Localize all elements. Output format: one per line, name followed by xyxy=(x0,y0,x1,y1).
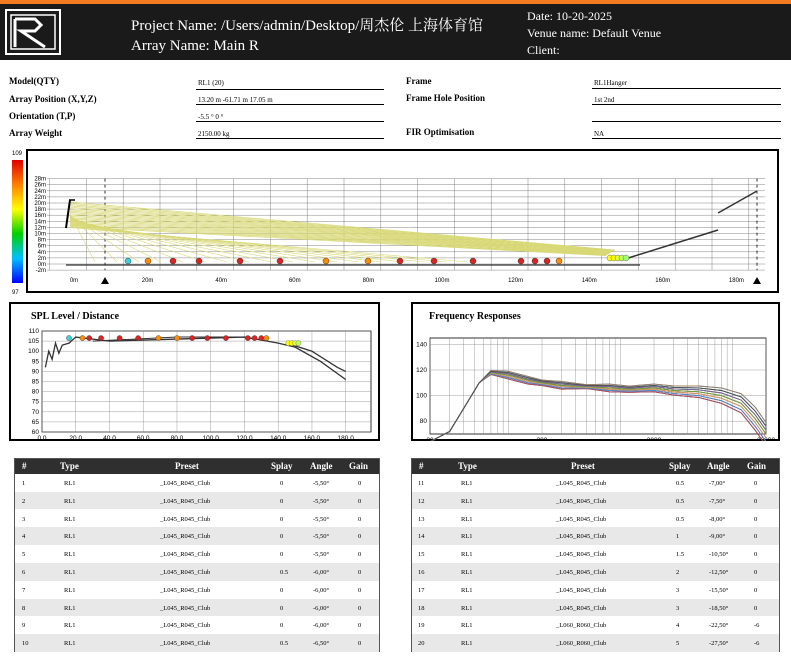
cell-angle: -9,00° xyxy=(709,533,726,541)
y-tick-label: 80 xyxy=(31,388,39,396)
table-row xyxy=(412,474,779,492)
freq-chart xyxy=(411,322,780,441)
cell-preset: _L045_R045_Club xyxy=(556,480,607,487)
x-tick-label: 80m xyxy=(362,278,375,284)
weight-label: Array Weight xyxy=(9,128,63,138)
x-tick-label: 100.0 xyxy=(202,435,219,441)
x-tick-label: 180.0 xyxy=(337,435,354,441)
x-tick-label: 0.0 xyxy=(37,435,47,441)
table-row xyxy=(15,616,379,634)
cell-type: RL1 xyxy=(64,586,76,594)
cell-type: RL1 xyxy=(461,533,473,541)
spl-listener-dot xyxy=(156,335,161,340)
spl-color-scale xyxy=(12,160,23,283)
y-tick-label: 95 xyxy=(31,358,39,366)
y-tick-label: 105 xyxy=(28,338,39,346)
cell-preset: _L045_R045_Club xyxy=(160,569,211,576)
cell-n: 1 xyxy=(22,480,26,487)
y-tick-label: -2m xyxy=(35,268,46,275)
model-underline xyxy=(196,89,384,90)
x-tick-label: 20000 xyxy=(756,437,776,441)
cell-angle: -5,50° xyxy=(313,497,330,505)
x-tick-label: 200 xyxy=(536,437,548,441)
cell-splay: 0 xyxy=(280,551,284,559)
col-type: Type xyxy=(458,461,477,471)
spl-listener-dot xyxy=(296,341,301,346)
listener-dot xyxy=(532,258,538,264)
spl-listener-dot xyxy=(190,335,195,340)
col-preset: Preset xyxy=(571,461,595,471)
cell-preset: _L045_R045_Club xyxy=(556,586,607,594)
spl-listener-dot xyxy=(174,335,179,340)
col-num: # xyxy=(22,461,27,471)
y-tick-label: 18m xyxy=(34,207,46,214)
cell-type: RL1 xyxy=(64,533,76,541)
cell-gain: 0 xyxy=(754,604,758,612)
cell-angle: -18,50° xyxy=(709,604,729,612)
model-value: RL1 (20) xyxy=(198,79,224,87)
x-tick-label: 80.0 xyxy=(170,435,184,441)
table-row xyxy=(412,616,779,634)
y-tick-label: 110 xyxy=(28,328,39,335)
spl-chart xyxy=(9,322,380,441)
cell-splay: 0.5 xyxy=(676,480,685,487)
listener-dot xyxy=(196,258,202,264)
spl-listener-dot xyxy=(117,335,122,340)
blank-underline xyxy=(592,121,781,122)
y-tick-label: 26m xyxy=(34,182,46,189)
x-tick-label: 40.0 xyxy=(103,435,116,441)
table-row xyxy=(412,510,779,528)
listener-dot xyxy=(125,258,131,264)
cabinet-table-left xyxy=(14,458,380,652)
weight-value: 2150.00 kg xyxy=(198,130,230,138)
y-tick-label: 140 xyxy=(416,341,427,349)
listener-dot xyxy=(323,258,329,264)
position-value: 13.20 m -61.71 m 17.05 m xyxy=(198,96,273,104)
table-row xyxy=(412,563,779,581)
table-row xyxy=(15,510,379,528)
x-tick-label: 20 xyxy=(426,437,434,441)
listener-dot xyxy=(623,255,629,261)
cell-splay: 0.5 xyxy=(676,515,685,523)
cell-preset: _L045_R045_Club xyxy=(160,604,211,612)
y-tick-label: 75 xyxy=(31,398,39,406)
cell-splay: 0.5 xyxy=(280,640,289,648)
cell-splay: 0 xyxy=(280,497,284,505)
y-tick-label: 20m xyxy=(34,201,46,207)
cell-angle: -6,00° xyxy=(313,569,330,576)
cell-preset: _L045_R045_Club xyxy=(160,497,211,505)
cell-gain: 0 xyxy=(358,533,362,541)
cell-preset: _L045_R045_Club xyxy=(556,515,607,523)
cell-splay: 0 xyxy=(280,586,284,594)
table-row xyxy=(15,563,379,581)
y-tick-label: 60 xyxy=(31,429,39,436)
table-row xyxy=(412,545,779,563)
cell-angle: -6,00° xyxy=(313,586,330,594)
orientation-underline xyxy=(196,121,384,122)
table-header-left xyxy=(15,459,379,474)
spl-listener-dot xyxy=(252,335,257,340)
array-name: Array Name: Main R xyxy=(131,38,259,54)
cell-type: RL1 xyxy=(64,604,76,612)
listener-dot xyxy=(170,258,176,264)
listener-dot xyxy=(237,258,243,264)
listener-dot xyxy=(145,258,151,264)
cell-n: 7 xyxy=(22,586,26,594)
x-tick-label: 140m xyxy=(581,278,597,284)
cell-type: RL1 xyxy=(64,480,76,487)
cell-splay: 2 xyxy=(676,569,680,576)
x-tick-label: 40m xyxy=(215,278,228,284)
cell-gain: 0 xyxy=(358,480,362,487)
cell-n: 20 xyxy=(418,640,425,648)
cell-n: 15 xyxy=(418,551,425,559)
report-header xyxy=(0,4,791,60)
cell-n: 4 xyxy=(22,533,26,541)
spl-listener-dot xyxy=(136,335,141,340)
cell-gain: 0 xyxy=(358,622,362,630)
fir-value: NA xyxy=(594,130,605,138)
cell-type: RL1 xyxy=(461,640,473,648)
cell-gain: 0 xyxy=(358,586,362,594)
x-tick-label: 60.0 xyxy=(136,435,150,441)
cell-type: RL1 xyxy=(64,551,76,559)
cell-angle: -10,50° xyxy=(709,551,729,559)
cell-preset: _L045_R045_Club xyxy=(556,533,607,541)
col-splay: Splay xyxy=(271,461,293,471)
x-tick-label: 20.0 xyxy=(69,435,83,441)
spl-listener-dot xyxy=(245,335,250,340)
y-tick-label: 85 xyxy=(31,378,39,386)
table-row xyxy=(412,527,779,545)
spl-listener-dot xyxy=(259,335,264,340)
y-tick-label: 6m xyxy=(37,243,46,250)
spl-title: SPL Level / Distance xyxy=(31,311,120,322)
cell-angle: -22,50° xyxy=(709,622,729,630)
listener-dot xyxy=(470,258,476,264)
orientation-value: -5.5 ° 0 ° xyxy=(198,113,224,121)
y-tick-label: 12m xyxy=(34,225,46,232)
cell-type: RL1 xyxy=(461,604,473,612)
cell-splay: 1.5 xyxy=(676,551,685,559)
y-tick-label: 90 xyxy=(31,368,39,376)
y-tick-label: 24m xyxy=(34,188,46,195)
cell-gain: 0 xyxy=(754,569,758,576)
col-gain: Gain xyxy=(349,461,369,471)
cell-preset: _L045_R045_Club xyxy=(556,497,607,505)
cell-angle: -27,50° xyxy=(709,640,729,648)
cell-preset: _L045_R045_Club xyxy=(556,551,607,559)
listener-dot xyxy=(365,258,371,264)
y-tick-label: 22m xyxy=(34,194,46,201)
spl-listener-dot xyxy=(98,335,103,340)
col-angle: Angle xyxy=(707,461,730,471)
table-row xyxy=(412,599,779,617)
cell-splay: 0 xyxy=(280,515,284,523)
listener-dot xyxy=(431,258,437,264)
cell-gain: -6 xyxy=(754,640,760,648)
table-row xyxy=(15,581,379,599)
cell-splay: 1 xyxy=(676,533,680,541)
cabinet-table-right xyxy=(411,458,780,652)
spl-listener-dot xyxy=(87,335,92,340)
weight-underline xyxy=(196,138,384,139)
y-tick-label: 120 xyxy=(416,367,427,374)
col-num: # xyxy=(419,461,424,471)
cell-n: 2 xyxy=(22,497,26,505)
x-tick-label: 180m xyxy=(728,278,744,284)
scale-top-label: 109 xyxy=(12,151,23,157)
cell-gain: 0 xyxy=(358,551,362,559)
col-gain: Gain xyxy=(747,461,767,471)
y-tick-label: 8m xyxy=(37,237,46,244)
col-angle: Angle xyxy=(310,461,333,471)
model-label: Model(QTY) xyxy=(9,76,59,86)
cell-gain: 0 xyxy=(754,480,758,487)
cell-splay: 0.5 xyxy=(676,497,685,505)
cell-n: 13 xyxy=(418,515,425,523)
table-row xyxy=(412,581,779,599)
cell-type: RL1 xyxy=(461,515,473,523)
x-tick-label: 160m xyxy=(655,278,671,284)
cell-preset: _L060_R060_Club xyxy=(556,622,607,630)
cell-preset: _L045_R045_Club xyxy=(160,480,211,487)
cell-gain: 0 xyxy=(358,604,362,612)
spl-listener-dot xyxy=(66,335,71,340)
y-tick-label: 100 xyxy=(416,392,427,400)
cell-preset: _L045_R045_Club xyxy=(556,569,607,576)
cell-angle: -12,50° xyxy=(709,569,729,576)
spl-listener-dot xyxy=(223,335,228,340)
fir-label: FIR Optimisation xyxy=(406,127,475,137)
cell-n: 8 xyxy=(22,604,26,612)
y-tick-label: 14m xyxy=(34,219,46,226)
cell-type: RL1 xyxy=(461,551,473,559)
y-tick-label: 100 xyxy=(28,348,39,356)
y-tick-label: 4m xyxy=(37,249,46,256)
scale-bottom-label: 97 xyxy=(12,290,19,296)
cell-n: 11 xyxy=(418,480,425,487)
cell-type: RL1 xyxy=(461,480,473,487)
x-tick-label: 100m xyxy=(434,278,450,284)
cell-angle: -5,50° xyxy=(313,515,330,523)
table-row xyxy=(412,492,779,510)
spl-listener-dot xyxy=(205,335,210,340)
y-tick-label: 80 xyxy=(419,418,427,426)
y-tick-label: 0m xyxy=(37,262,46,268)
listener-dot xyxy=(277,258,283,264)
table-row xyxy=(15,634,379,652)
cell-type: RL1 xyxy=(461,586,473,594)
cell-type: RL1 xyxy=(64,640,76,648)
section-view-chart xyxy=(0,144,791,296)
table-row xyxy=(15,474,379,492)
cell-angle: -7,00° xyxy=(709,480,726,487)
table-row xyxy=(15,599,379,617)
cell-angle: -5,50° xyxy=(313,480,330,487)
cell-splay: 0 xyxy=(280,622,284,630)
table-header-right xyxy=(412,459,779,474)
listener-dot xyxy=(397,258,403,264)
cell-preset: _L045_R045_Club xyxy=(160,622,211,630)
cell-gain: 0 xyxy=(754,533,758,541)
cell-type: RL1 xyxy=(64,622,76,630)
x-tick-label: 140.0 xyxy=(270,435,287,441)
frame-label: Frame xyxy=(406,76,432,86)
freq-title: Frequency Responses xyxy=(429,311,521,322)
cell-n: 12 xyxy=(418,497,425,505)
y-tick-label: 70 xyxy=(31,408,39,416)
cell-type: RL1 xyxy=(64,515,76,523)
report-date: Date: 10-20-2025 xyxy=(527,9,612,23)
cell-n: 14 xyxy=(418,533,425,541)
cell-preset: _L045_R045_Club xyxy=(160,515,211,523)
hole-underline xyxy=(592,104,781,105)
cell-n: 3 xyxy=(22,515,26,523)
cell-preset: _L045_R045_Club xyxy=(160,551,211,559)
cell-gain: -6 xyxy=(754,622,760,630)
cell-n: 19 xyxy=(418,622,425,630)
x-tick-label: 0m xyxy=(69,278,79,284)
x-tick-label: 2000 xyxy=(646,437,662,441)
project-name: Project Name: /Users/admin/Desktop/周杰伦 上海体育馆 xyxy=(131,18,484,34)
cell-preset: _L060_R060_Club xyxy=(556,640,607,648)
table-row xyxy=(15,527,379,545)
cell-splay: 0 xyxy=(280,533,284,541)
cell-splay: 4 xyxy=(676,622,680,630)
cell-n: 10 xyxy=(22,640,29,648)
cell-gain: 0 xyxy=(358,569,362,576)
hole-label: Frame Hole Position xyxy=(406,93,485,103)
cell-type: RL1 xyxy=(461,497,473,505)
cell-angle: -7,50° xyxy=(709,497,726,505)
col-preset: Preset xyxy=(175,461,199,471)
position-label: Array Position (X,Y,Z) xyxy=(9,94,97,104)
spl-listener-dot xyxy=(80,335,85,340)
cell-gain: 0 xyxy=(754,515,758,523)
table-row xyxy=(15,492,379,510)
x-tick-label: 120.0 xyxy=(236,435,253,441)
cell-gain: 0 xyxy=(754,551,758,559)
cell-type: RL1 xyxy=(64,497,76,505)
cell-n: 16 xyxy=(418,569,425,576)
frame-value: RL1Hanger xyxy=(594,79,628,87)
cell-angle: -15,50° xyxy=(709,586,729,594)
cell-preset: _L045_R045_Club xyxy=(160,533,211,541)
y-tick-label: 65 xyxy=(31,418,39,426)
cell-gain: 0 xyxy=(754,497,758,505)
col-type: Type xyxy=(60,461,79,471)
spl-listener-dot xyxy=(264,335,269,340)
y-tick-label: 16m xyxy=(34,213,46,220)
cell-type: RL1 xyxy=(461,569,473,576)
cell-splay: 3 xyxy=(676,586,680,594)
cell-n: 9 xyxy=(22,622,26,630)
cell-preset: _L045_R045_Club xyxy=(160,640,211,648)
cell-angle: -5,50° xyxy=(313,551,330,559)
y-tick-label: 10m xyxy=(34,231,46,238)
y-tick-label: 2m xyxy=(37,255,46,262)
cell-angle: -6,50° xyxy=(313,640,330,648)
cell-angle: -6,00° xyxy=(313,604,330,612)
cell-preset: _L045_R045_Club xyxy=(556,604,607,612)
position-underline xyxy=(196,104,384,105)
cell-preset: _L045_R045_Club xyxy=(160,586,211,594)
x-tick-label: 60m xyxy=(288,278,301,284)
listener-dot xyxy=(556,258,562,264)
cell-splay: 5 xyxy=(676,640,680,648)
cell-angle: -8,00° xyxy=(709,515,726,523)
listener-dot xyxy=(518,258,524,264)
col-splay: Splay xyxy=(669,461,691,471)
x-tick-label: 160.0 xyxy=(303,435,321,441)
cell-gain: 0 xyxy=(358,497,362,505)
cell-gain: 0 xyxy=(358,515,362,523)
cell-n: 5 xyxy=(22,551,26,559)
orientation-label: Orientation (T,P) xyxy=(9,111,76,121)
cell-splay: 3 xyxy=(676,604,680,612)
fir-underline xyxy=(592,138,781,139)
cell-splay: 0.5 xyxy=(280,569,289,576)
cell-type: RL1 xyxy=(461,622,473,630)
cell-splay: 0 xyxy=(280,480,284,487)
listener-dot xyxy=(544,258,550,264)
table-row xyxy=(412,634,779,652)
table-row xyxy=(15,545,379,563)
venue-name: Venue name: Default Venue xyxy=(527,26,662,40)
hole-value: 1st 2nd xyxy=(594,96,615,104)
cell-n: 6 xyxy=(22,569,26,576)
cell-angle: -5,50° xyxy=(313,533,330,541)
cell-gain: 0 xyxy=(358,640,362,648)
cell-gain: 0 xyxy=(754,586,758,594)
client-name: Client: xyxy=(527,43,560,57)
y-tick-label: 28m xyxy=(34,176,46,183)
x-tick-label: 20m xyxy=(141,278,154,284)
frame-underline xyxy=(592,88,781,89)
cell-type: RL1 xyxy=(64,569,76,576)
brand-logo-icon xyxy=(5,9,61,55)
cell-n: 18 xyxy=(418,604,425,612)
cell-splay: 0 xyxy=(280,604,284,612)
x-tick-label: 120m xyxy=(508,278,524,284)
cell-angle: -6,00° xyxy=(313,622,330,630)
cell-n: 17 xyxy=(418,586,425,594)
